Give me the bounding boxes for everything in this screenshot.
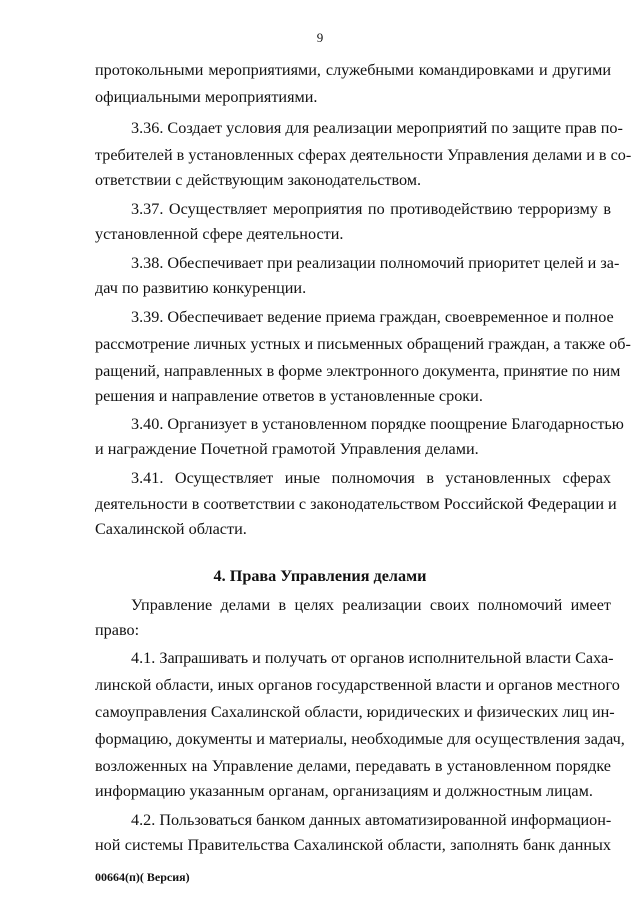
page-number: 9 bbox=[316, 30, 324, 45]
text-line: решения и направление ответов в установленные сроки. bbox=[95, 387, 483, 405]
text-line: Сахалинской области. bbox=[95, 520, 247, 538]
text-line: информацию указанным органам, организациям и должностным лицам. bbox=[95, 782, 593, 800]
text-line: и награждение Почетной грамотой Управления делами. bbox=[95, 440, 479, 458]
text-line: ответствии с действующим законодательством. bbox=[95, 171, 422, 189]
text-line: требителей в установленных сферах деятельности Управления делами и в со- bbox=[95, 146, 632, 164]
text-line: протокольными мероприятиями, служебными командировками и другими bbox=[95, 61, 611, 79]
text-line: 3.37. Осуществляет мероприятия по противодействию терроризму в bbox=[131, 200, 611, 218]
text-line: 3.36. Создает условия для реализации мероприятий по защите прав по- bbox=[131, 119, 623, 137]
text-line: ращений, направленных в форме электронного документа, принятие по ним bbox=[95, 362, 621, 380]
text-line: право: bbox=[95, 621, 140, 639]
text-line: ной системы Правительства Сахалинской области, заполнять банк данных bbox=[95, 836, 611, 854]
text-line: официальными мероприятиями. bbox=[95, 88, 318, 106]
text-line: 3.40. Организует в установленном порядке поощрение Благодарностью bbox=[131, 415, 624, 433]
text-line: 4.1. Запрашивать и получать от органов исполнительной власти Саха- bbox=[131, 649, 614, 667]
text-line: возложенных на Управление делами, передавать в установленном порядке bbox=[95, 757, 611, 775]
text-line: 4.2. Пользоваться банком данных автоматизированной информацион- bbox=[131, 811, 612, 829]
text-line: 3.39. Обеспечивает ведение приема граждан, своевременное и полное bbox=[131, 308, 614, 326]
text-line: линской области, иных органов государственной власти и органов местного bbox=[95, 676, 620, 694]
text-line: 3.41. Осуществляет иные полномочия в установленных сферах bbox=[131, 469, 611, 487]
document-footer: 00664(п)( Версия) bbox=[95, 870, 190, 884]
section-heading: 4. Права Управления делами bbox=[213, 567, 427, 585]
text-line: Управление делами в целях реализации своих полномочий имеет bbox=[131, 596, 611, 614]
text-line: 3.38. Обеспечивает при реализации полномочий приоритет целей и за- bbox=[131, 254, 620, 272]
text-line: деятельности в соответствии с законодательством Российской Федерации и bbox=[95, 495, 617, 513]
text-line: установленной сфере деятельности. bbox=[95, 225, 344, 243]
text-line: дач по развитию конкуренции. bbox=[95, 279, 307, 297]
text-line: самоуправления Сахалинской области, юридических и физических лиц ин- bbox=[95, 703, 615, 721]
text-line: рассмотрение личных устных и письменных обращений граждан, а также об- bbox=[95, 335, 631, 353]
text-line: формацию, документы и материалы, необходимые для осуществления задач, bbox=[95, 730, 625, 748]
